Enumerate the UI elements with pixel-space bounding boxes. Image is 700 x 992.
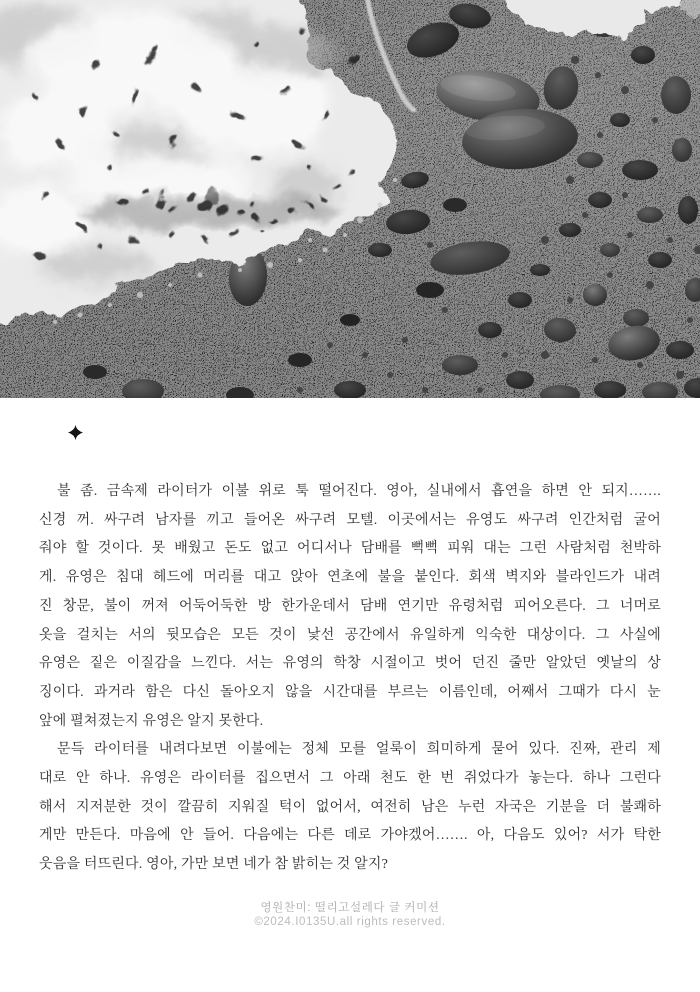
copyright-notice: ©2024.I0135U.all rights reserved. bbox=[254, 916, 446, 928]
section-divider bbox=[68, 425, 84, 441]
beach-foam-photo bbox=[0, 0, 700, 398]
story-line: 해서 지저분한 것이 깔끔히 지워질 턱이 없어서, 여전히 남은 누런 자국은 기분을 더 불쾌하 bbox=[39, 799, 661, 815]
credit-footer bbox=[0, 901, 700, 929]
story-line: 징이다. 과거라 함은 다신 돌아오지 않을 시간대를 부르는 이름인데, 어째서 그때가 다시 눈 bbox=[39, 684, 661, 700]
story-line: 문득 라이터를 내려다보면 이불에는 정체 모를 얼룩이 희미하게 묻어 있다. 진짜, 관리 제 bbox=[57, 742, 661, 758]
commission-credit: 영원찬미: 떨리고설레다 글 커미션 bbox=[260, 902, 440, 914]
story-line: 옷을 걸치는 서의 뒷모습은 모든 것이 낯선 공간에서 유일하게 익숙한 대상이다. 그 사실에 bbox=[39, 627, 661, 643]
story-line: 진 창문, 불이 꺼져 어둑어둑한 방 한가운데서 담배 연기만 유령처럼 피어오른다. 그 너머로 bbox=[39, 598, 661, 614]
story-line: 유영은 짙은 이질감을 느낀다. 서는 유영의 학창 시절이고 벗어 던진 줄만 알았던 옛날의 상 bbox=[39, 656, 661, 672]
story-paragraph bbox=[39, 736, 661, 880]
story-line: 게만 만든다. 마음에 안 들어. 다음에는 다른 데로 가야겠어……. 아, 다음도 있어? 서가 탁한 bbox=[39, 828, 661, 844]
story-line: 대로 안 하나. 유영은 라이터를 집으면서 그 아래 천도 한 번 쥐었다가 놓는다. 하나 그런다 bbox=[39, 771, 661, 787]
story-paragraph bbox=[39, 478, 661, 736]
story-line: 게. 유영은 침대 헤드에 머리를 대고 앉아 연초에 불을 붙인다. 회색 벽지와 블라인드가 내려 bbox=[39, 570, 661, 586]
story-line: 신경 꺼. 싸구려 남자를 끼고 들어온 싸구려 모텔. 이곳에서는 유영도 싸구려 인간처럼 굴어 bbox=[39, 512, 661, 528]
story-line: 앞에 펼쳐졌는지 유영은 알지 못한다. bbox=[39, 713, 264, 729]
story-line: 줘야 할 것이다. 못 배웠고 돈도 없고 어디서나 담배를 뻑뻑 피워 대는 그런 사람처럼 천박하 bbox=[39, 541, 661, 557]
story-line: 불 좀. 금속제 라이터가 이불 위로 툭 떨어진다. 영아, 실내에서 흡연을 하면 안 되지……. bbox=[57, 484, 661, 499]
story-line: 웃음을 터뜨린다. 영아, 가만 보면 네가 참 밝히는 것 알지? bbox=[39, 857, 389, 873]
four-pointed-star-icon bbox=[68, 425, 83, 440]
story-text bbox=[39, 478, 661, 880]
